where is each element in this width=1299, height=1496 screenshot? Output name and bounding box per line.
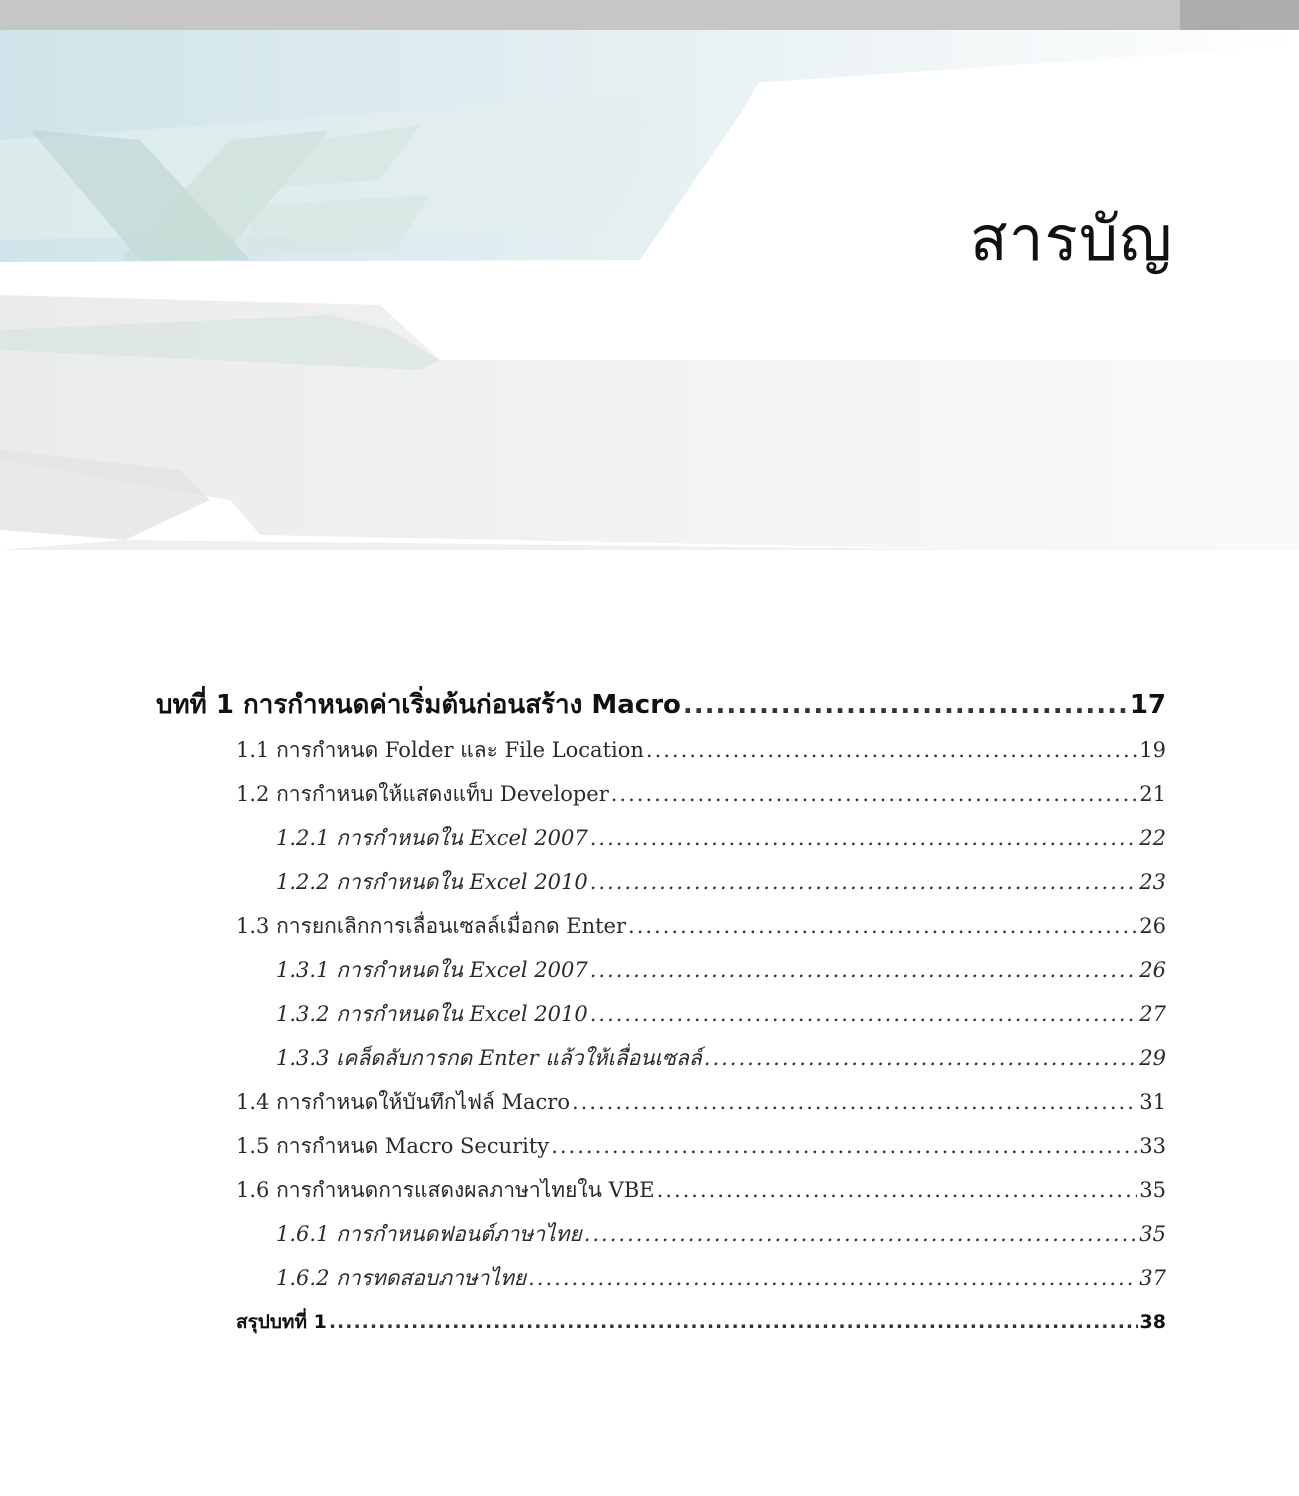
toc-entry-label: 1.5 การกำหนด Macro Security: [236, 1134, 550, 1158]
page-title: สารบัญ: [969, 202, 1173, 275]
toc-entry-page: 26: [1139, 958, 1166, 982]
toc-entry-page: 23: [1139, 870, 1166, 894]
toc-leader-dots: [590, 826, 1138, 850]
toc-entry-1-1[interactable]: [236, 734, 1166, 767]
toc-entry-1-6[interactable]: [236, 1174, 1166, 1207]
toc-entry-page: 19: [1139, 738, 1166, 762]
decorative-banner: [0, 30, 1299, 550]
toc-summary-page: 38: [1139, 1311, 1166, 1333]
toc-entry-page: 26: [1139, 914, 1166, 938]
toc-entry-label: 1.3.1 การกำหนดใน Excel 2007: [276, 958, 588, 982]
toc-chapter-page: 17: [1129, 690, 1166, 720]
toc-entry-page: 29: [1139, 1046, 1166, 1070]
toc-entry-label: 1.6 การกำหนดการแสดงผลภาษาไทยใน VBE: [236, 1178, 655, 1202]
toc-leader-dots: [551, 1134, 1137, 1158]
toc-summary-label: สรุปบทที่ 1: [236, 1311, 327, 1333]
toc-leader-dots: [590, 1002, 1138, 1026]
toc-entry-label: 1.6.1 การกำหนดฟอนต์ภาษาไทย: [276, 1222, 582, 1246]
toc-leader-dots: [590, 958, 1138, 982]
toc-entry-page: 35: [1139, 1178, 1166, 1202]
toc-entry-label: 1.2.2 การกำหนดใน Excel 2010: [276, 870, 588, 894]
toc-entry-label: 1.1 การกำหนด Folder และ File Location: [236, 738, 644, 762]
toc-entry-page: 21: [1139, 782, 1166, 806]
toc-entry-1-6-2[interactable]: [276, 1262, 1166, 1295]
toc-entry-page: 27: [1139, 1002, 1166, 1026]
toc-entry-1-3-3[interactable]: [276, 1042, 1166, 1075]
toc-leader-dots: [628, 914, 1137, 938]
toc-entry-1-2-1[interactable]: [276, 822, 1166, 855]
toc-leader-dots: [611, 782, 1138, 806]
toc-entry-label: 1.3.2 การกำหนดใน Excel 2010: [276, 1002, 588, 1026]
toc-entry-page: 37: [1139, 1266, 1166, 1290]
toc-leader-dots: [528, 1266, 1137, 1290]
toc-leader-dots: [704, 1046, 1138, 1070]
toc-entry-1-6-1[interactable]: [276, 1218, 1166, 1251]
top-bar: [0, 0, 1180, 30]
toc-leader-dots: [572, 1090, 1137, 1114]
toc-entry-page: 33: [1139, 1134, 1166, 1158]
toc-entry-1-3[interactable]: [236, 910, 1166, 943]
top-bar-corner: [1180, 0, 1299, 30]
toc-entry-page: 22: [1139, 826, 1166, 850]
toc-entry-label: 1.6.2 การทดสอบภาษาไทย: [276, 1266, 527, 1290]
toc-leader-dots: [683, 690, 1128, 720]
toc-entry-label: 1.4 การกำหนดให้บันทึกไฟล์ Macro: [236, 1090, 570, 1114]
toc-entry-label: 1.2.1 การกำหนดใน Excel 2007: [276, 826, 588, 850]
toc-entry-label: 1.3 การยกเลิกการเลื่อนเซลล์เมื่อกด Enter: [236, 914, 627, 938]
toc-entry-page: 35: [1139, 1222, 1166, 1246]
toc-entry-1-5[interactable]: [236, 1130, 1166, 1163]
toc-entry-label: 1.3.3 เคล็ดลับการกด Enter แล้วให้เลื่อนเซลล์: [276, 1046, 702, 1070]
toc-entry-1-3-1[interactable]: [276, 954, 1166, 987]
toc-leader-dots: [590, 870, 1138, 894]
toc-entry-label: 1.2 การกำหนดให้แสดงแท็บ Developer: [236, 782, 609, 806]
toc-entry-1-4[interactable]: [236, 1086, 1166, 1119]
toc-chapter-1[interactable]: [156, 684, 1166, 725]
toc-entry-1-2[interactable]: [236, 778, 1166, 811]
toc-chapter-label: บทที่ 1 การกำหนดค่าเริ่มต้นก่อนสร้าง Macro: [156, 690, 681, 720]
toc-leader-dots: [657, 1178, 1138, 1202]
toc-entry-page: 31: [1139, 1090, 1166, 1114]
toc-leader-dots: [329, 1311, 1138, 1333]
toc-entry-1-2-2[interactable]: [276, 866, 1166, 899]
toc-leader-dots: [584, 1222, 1138, 1246]
toc-leader-dots: [646, 738, 1137, 762]
toc-entry-1-3-2[interactable]: [276, 998, 1166, 1031]
toc-summary[interactable]: [236, 1307, 1166, 1337]
